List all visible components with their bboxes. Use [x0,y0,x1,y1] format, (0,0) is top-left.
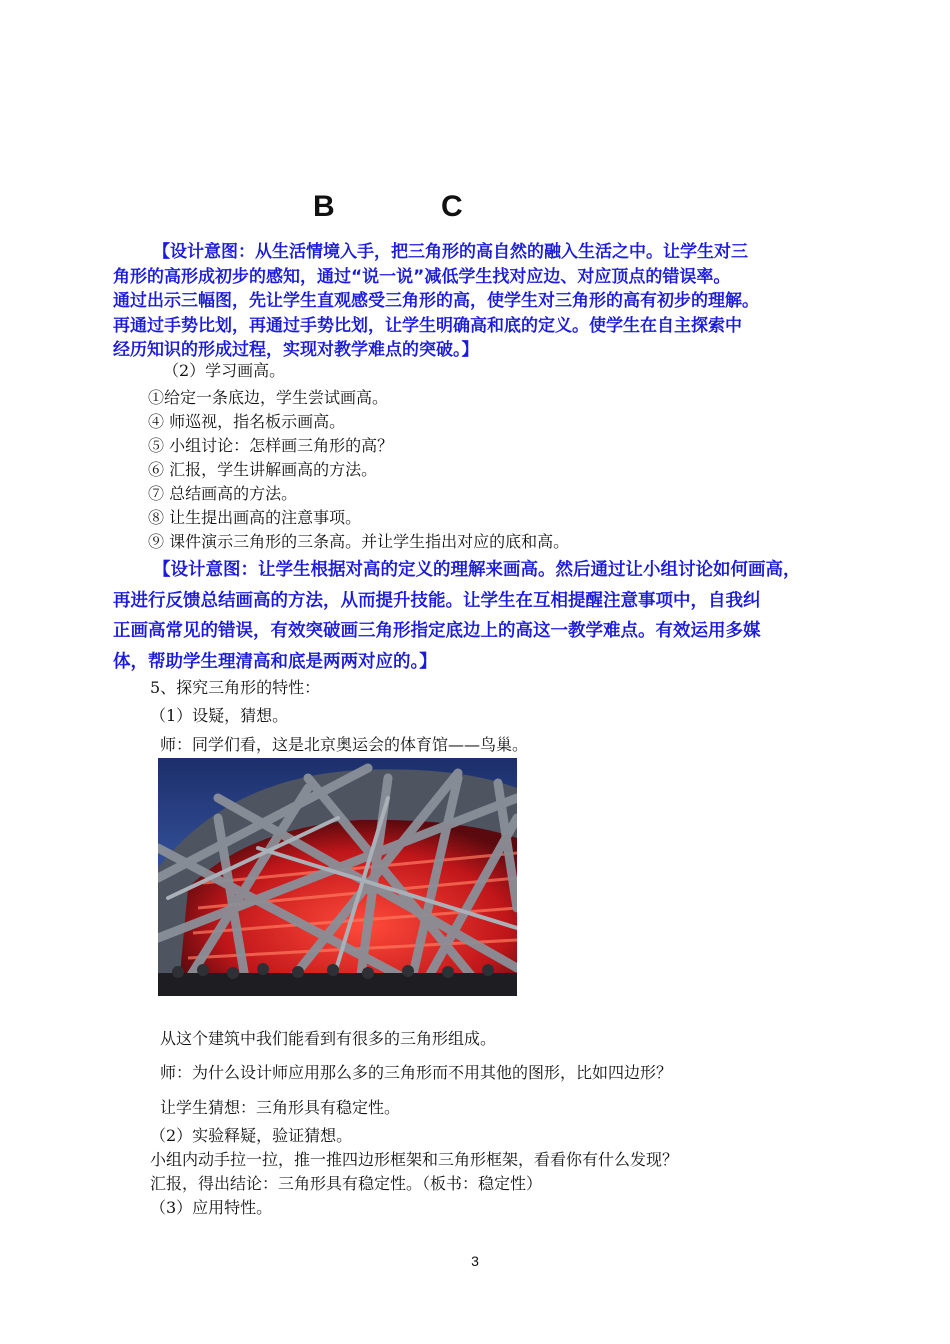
design-intent-1-line: 通过出示三幅图，先让学生直观感受三角形的高，使学生对三角形的高有初步的理解。 [113,291,759,311]
steps-heading: （2）学习画高。 [163,361,286,380]
figure-label-c: C [441,190,463,223]
photo-caption-line: 从这个建筑中我们能看到有很多的三角形组成。 [160,1029,497,1048]
design-intent-1 [113,240,759,363]
guess-line: 让学生猜想：三角形具有稳定性。 [160,1098,401,1117]
design-intent-2-line: 体，帮助学生理清高和底是两两对应的。】 [113,651,437,672]
design-intent-1-line: 再通过手势比划，再通过手势比划，让学生明确高和底的定义。使学生在自主探索中 [113,315,742,336]
figure-label-b: B [313,190,335,223]
step-item: ⑦ 总结画高的方法。 [148,484,298,503]
design-intent-1-line: 经历知识的形成过程，实现对教学难点的突破。】 [113,340,479,360]
step-item: ⑧ 让生提出画高的注意事项。 [148,508,362,527]
birds-nest-photo [158,758,517,996]
step-item: ⑥ 汇报，学生讲解画高的方法。 [148,460,378,479]
group-activity-line: 小组内动手拉一拉，推一推四边形框架和三角形框架，看看你有什么发现？ [150,1150,679,1169]
subsection-heading: （1）设疑，猜想。 [150,706,289,725]
subsection-heading: （2）实验释疑，验证猜想。 [150,1126,353,1145]
report-line: 汇报，得出结论：三角形具有稳定性。（板书：稳定性） [150,1174,543,1193]
subsection-heading: （3）应用特性。 [150,1198,273,1217]
design-intent-1-line: 【设计意图：从生活情境入手，把三角形的高自然的融入生活之中。让学生对三 [153,242,748,262]
step-item: ④ 师巡视，指名板示画高。 [148,412,346,431]
step-item: ①给定一条底边，学生尝试画高。 [148,388,389,407]
page-number: 3 [471,1253,479,1269]
design-intent-2 [113,555,801,677]
design-intent-2-line: 正画高常见的错误，有效突破画三角形指定底边上的高这一教学难点。有效运用多媒 [113,621,761,641]
teacher-line: 师：同学们看，这是北京奥运会的体育馆——鸟巢。 [160,735,529,754]
design-intent-2-line: 再进行反馈总结画高的方法，从而提升技能。让学生在互相提醒注意事项中，自我纠 [113,590,761,611]
design-intent-2-line: 【设计意图：让学生根据对高的定义的理解来画高。然后通过让小组讨论如何画高， [153,560,801,580]
design-intent-1-line: 角形的高形成初步的感知，通过“说一说”减低学生找对应边、对应顶点的错误率。 [113,266,731,287]
step-item: ⑨ 课件演示三角形的三条高。并让学生指出对应的底和高。 [148,532,570,551]
section-title: 5、探究三角形的特性： [150,678,321,697]
step-item: ⑤ 小组讨论：怎样画三角形的高？ [148,436,394,455]
teacher-line: 师：为什么设计师应用那么多的三角形而不用其他的图形，比如四边形？ [160,1063,673,1082]
